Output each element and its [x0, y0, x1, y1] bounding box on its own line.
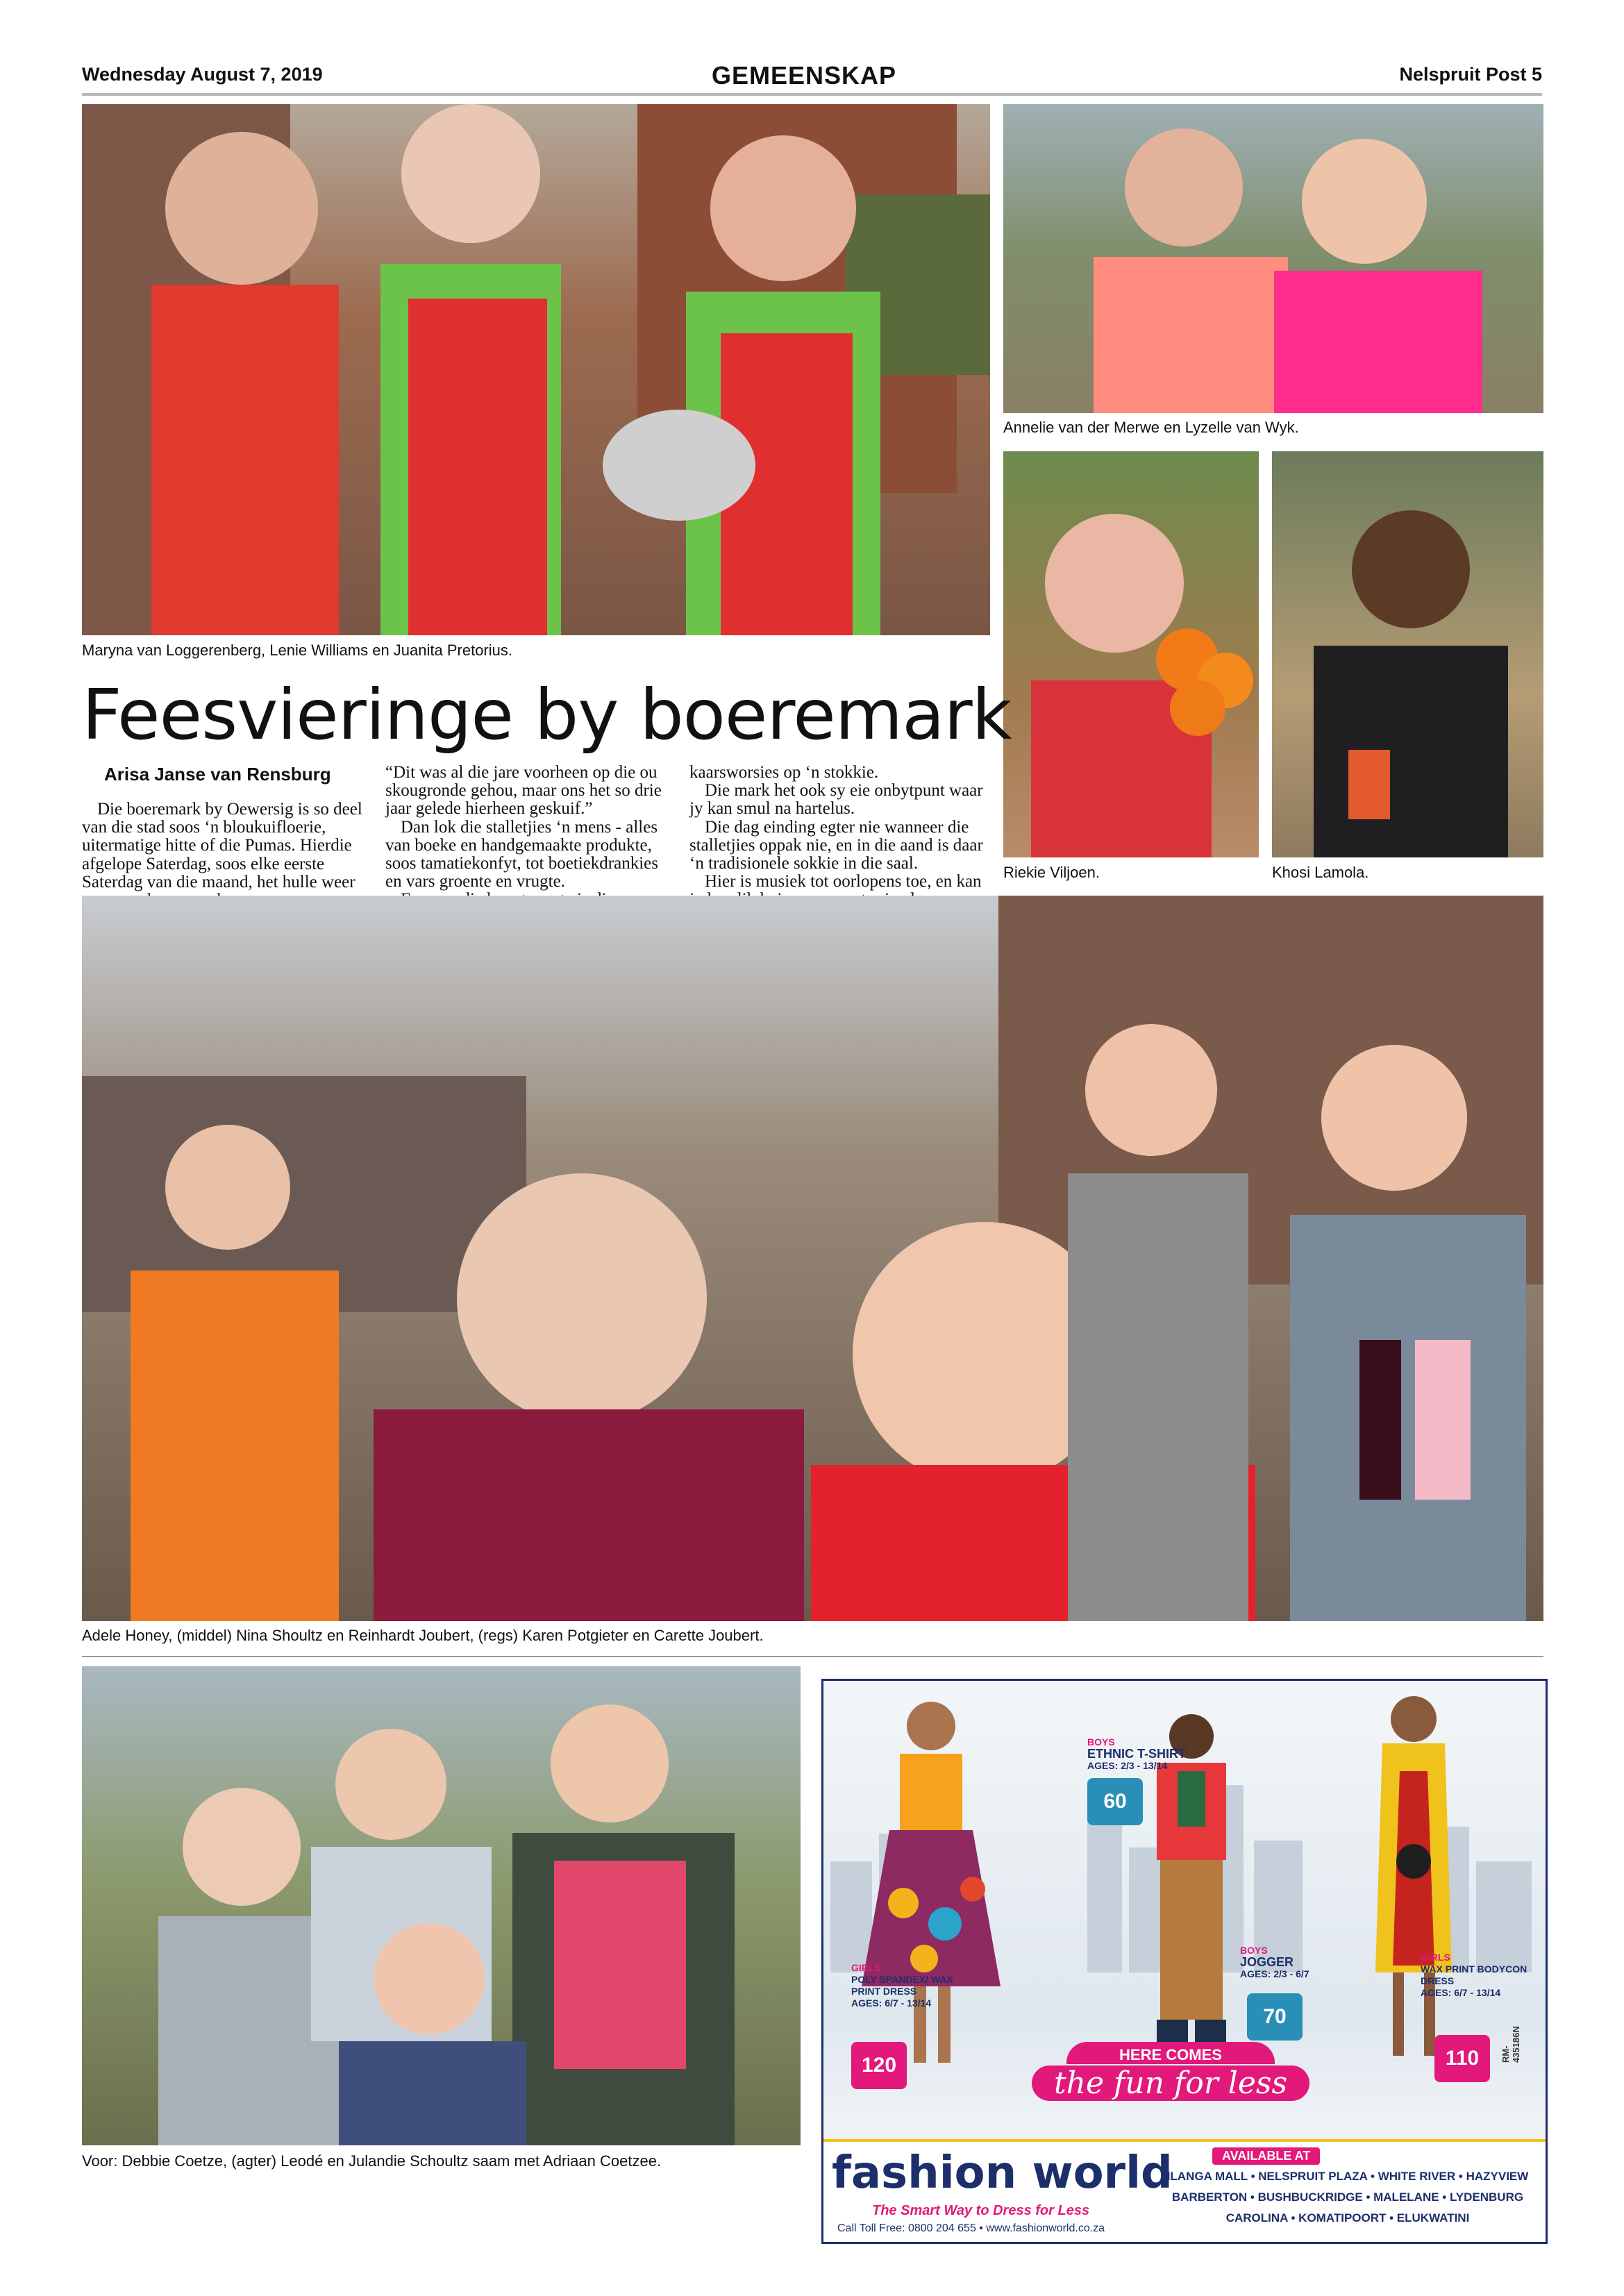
dress2-title: WAX PRINT BODYCON DRESS — [1421, 1963, 1527, 1986]
dress1-price-badge: 120 — [851, 2042, 907, 2089]
photo-coetzee-schoultz — [82, 1666, 801, 2145]
dress1-title: POLY SPANDEX/ WAX PRINT DRESS — [851, 1974, 953, 1997]
dress1-ages: AGES: 6/7 - 13/14 — [851, 1997, 932, 2009]
slogan-main: the fun for less — [1032, 2065, 1309, 2101]
article-byline: Arisa Janse van Rensburg — [104, 764, 331, 785]
jogger-title: JOGGER — [1240, 1955, 1294, 1969]
dress2-price-badge: 110 — [1434, 2035, 1490, 2082]
dress2-tag: GIRLS — [1421, 1952, 1450, 1963]
photo-annelie-lyzelle — [1003, 104, 1543, 413]
caption-mid-left: Riekie Viljoen. — [1003, 864, 1100, 881]
paragraph: Die boeremark by Oewersig is so deel van die stad soos ‘n bloukuifloerie, uitermatige hitte of die Pumas. Hierdie afgelope Saterdag, soos elke eerste Saterdag van die maand, het hulle weer — [82, 800, 362, 891]
paragraph: “Dit was al die jare voorheen op die ou skougronde gehou, maar ons het so drie jaar gelede hierheen geskuif.” — [385, 763, 662, 819]
dress2-ages: AGES: 6/7 - 13/14 — [1421, 1987, 1501, 1998]
tshirt-label — [1087, 1736, 1186, 1772]
fashion-world-advert — [821, 1679, 1548, 2244]
tshirt-tag: BOYS — [1087, 1736, 1115, 1748]
jogger-ages: AGES: 2/3 - 6/7 — [1240, 1968, 1309, 1979]
brand-bar — [823, 2139, 1546, 2244]
caption-large: Adele Honey, (middel) Nina Shoultz en Reinhardt Joubert, (regs) Karen Potgieter en Carette Joubert. — [82, 1627, 764, 1644]
caption-bottom-left: Voor: Debbie Coetze, (agter) Leodé en Julandie Schoultz saam met Adriaan Coetzee. — [82, 2152, 662, 2170]
section-title: GEMEENSKAP — [712, 61, 897, 90]
paragraph: Die dag einding egter nie wanneer die stalletjies oppak nie, en in die aand is daar ‘n tradisionele sokkie in die saal. — [689, 817, 983, 873]
photo-khosi — [1272, 451, 1543, 857]
caption-top-right: Annelie van der Merwe en Lyzelle van Wyk. — [1003, 419, 1299, 436]
model-girl-left — [862, 1695, 1001, 2084]
article-headline: Feesvieringe by boeremark — [82, 674, 1012, 755]
stores-line-3: CAROLINA • KOMATIPOORT • ELUKWATINI — [1225, 2211, 1470, 2224]
jogger-tag: BOYS — [1240, 1945, 1268, 1956]
paragraph: Die mark het ook sy eie onbytpunt waar jy kan smul na hartelus. — [689, 781, 983, 819]
jogger-label — [1240, 1945, 1309, 1980]
section-rule — [82, 1656, 1543, 1657]
slogan-top: HERE COMES — [1066, 2042, 1275, 2064]
issue-date: Wednesday August 7, 2019 — [82, 64, 323, 85]
brand-name: fashion world — [832, 2147, 1173, 2199]
dress1-label — [851, 1962, 969, 2009]
brand-tagline: The Smart Way to Dress for Less — [872, 2203, 1090, 2218]
jogger-price-badge: 70 — [1247, 1993, 1303, 2041]
header-rule — [82, 93, 1542, 96]
model-girl-right — [1358, 1688, 1469, 2077]
dress2-label — [1421, 1952, 1532, 1999]
stores-line-2: BARBERTON • BUSHBUCKRIDGE • MALELANE • LYDENBURG — [1171, 2190, 1524, 2204]
tshirt-ages: AGES: 2/3 - 13/14 — [1087, 1760, 1168, 1771]
paper-name-page: Nelspruit Post 5 — [1399, 64, 1542, 85]
dress1-tag: GIRLS — [851, 1962, 881, 1973]
paragraph: Hier is musiek tot oorlopens toe, en kan — [705, 872, 982, 891]
caption-mid-right: Khosi Lamola. — [1272, 864, 1369, 881]
paragraph: kaarsworsies op ‘n stokkie. — [689, 763, 879, 782]
tshirt-price-badge: 60 — [1087, 1778, 1143, 1825]
paragraph: Dan lok die stalletjies ‘n mens - alles van boeke en handgemaakte produkte, soos tamatiekonfyt, tot boetiekdrankies en vars groente en vrugte. — [385, 817, 658, 891]
photo-market-group — [82, 896, 1543, 1621]
photo-three-women-kettle — [82, 104, 990, 635]
brand-contact: Call Toll Free: 0800 204 655 • www.fashionworld.co.za — [837, 2222, 1105, 2234]
available-at: AVAILABLE AT — [1212, 2147, 1320, 2165]
caption-top-main: Maryna van Loggerenberg, Lenie Williams en Juanita Pretorius. — [82, 642, 512, 659]
ad-reference: RM-435186N — [1500, 2026, 1521, 2063]
photo-riekie — [1003, 451, 1259, 857]
tshirt-title: ETHNIC T-SHIRT — [1087, 1747, 1186, 1761]
stores-line-1: ILANGA MALL • NELSPRUIT PLAZA • WHITE RIVER • HAZYVIEW — [1166, 2170, 1529, 2183]
